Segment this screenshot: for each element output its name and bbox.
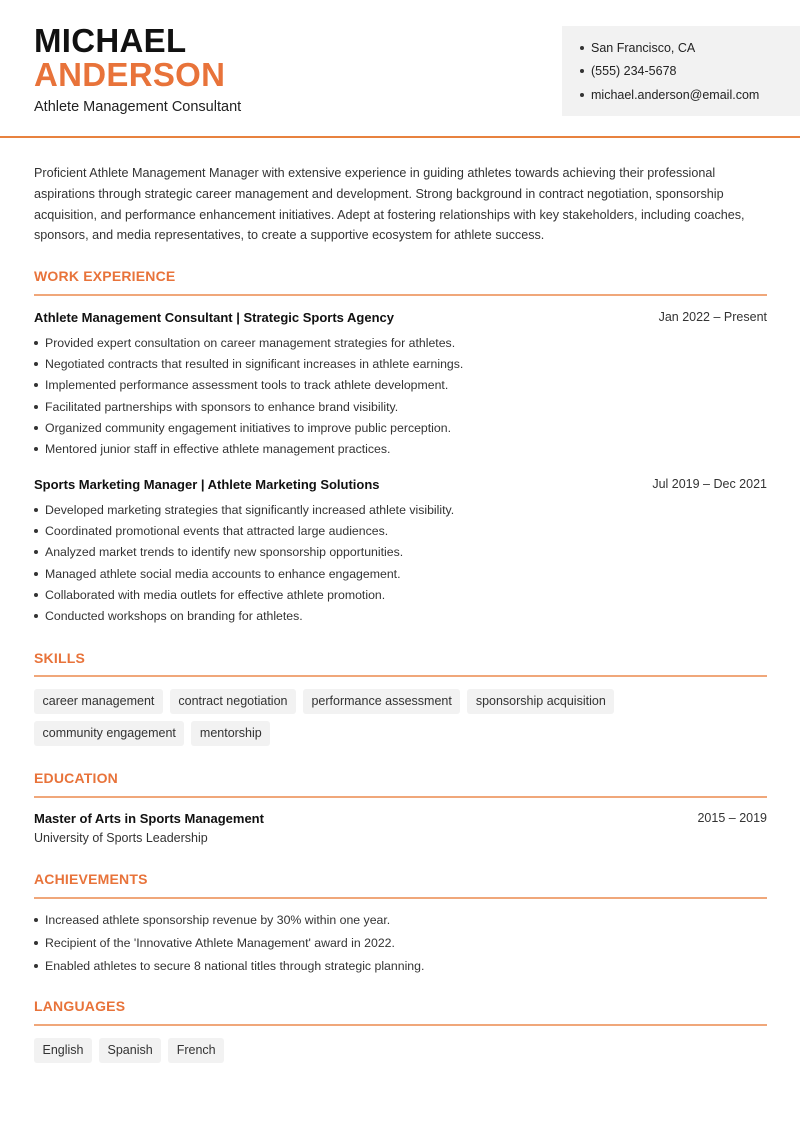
bullet-icon (34, 964, 38, 968)
job-dates: Jan 2022 – Present (658, 310, 767, 324)
list-item-text: Managed athlete social media accounts to enhance engagement. (45, 566, 401, 581)
list-item-text: Conducted workshops on branding for athletes. (45, 609, 303, 624)
list-item-text: Analyzed market trends to identify new sponsorship opportunities. (45, 545, 404, 560)
first-name: MICHAEL (34, 22, 187, 59)
list-item-text: Facilitated partnerships with sponsors to enhance brand visibility. (45, 399, 399, 414)
bullet-icon (34, 614, 38, 618)
list-item-text: Organized community engagement initiatives to improve public perception. (45, 420, 452, 435)
bullet-icon (34, 529, 38, 533)
bullet-icon (34, 550, 38, 554)
last-name: ANDERSON (34, 56, 226, 93)
bullet-icon (34, 426, 38, 430)
list-item (34, 375, 767, 396)
list-item (34, 332, 767, 353)
list-item (34, 931, 767, 954)
section-divider (34, 1024, 767, 1026)
list-item (34, 353, 767, 374)
bullet-icon (34, 362, 38, 366)
bullet-icon (580, 93, 584, 97)
list-item-text: Collaborated with media outlets for effective athlete promotion. (45, 587, 386, 602)
list-item (34, 499, 767, 520)
list-item (34, 438, 767, 459)
job-title: Athlete Management Consultant (34, 99, 242, 115)
job-bullets (34, 332, 767, 460)
contact-phone (580, 60, 784, 84)
bullet-icon (34, 941, 38, 945)
section-title-work: WORK EXPERIENCE (34, 268, 176, 284)
bullet-icon (580, 69, 584, 73)
list-item (34, 417, 767, 438)
contact-email (580, 83, 784, 107)
skill-chip: career management (34, 689, 163, 714)
list-item (34, 954, 767, 977)
bullet-icon (34, 447, 38, 451)
list-item-text: Coordinated promotional events that attracted large audiences. (45, 523, 389, 538)
bullet-icon (34, 918, 38, 922)
section-title-education: EDUCATION (34, 770, 118, 786)
section-title-achievements: ACHIEVEMENTS (34, 871, 148, 887)
job-title-company: Athlete Management Consultant | Strategic Sports Agency (34, 310, 394, 325)
list-item-text: Recipient of the 'Innovative Athlete Management' award in 2022. (45, 935, 395, 950)
contact-location (580, 36, 784, 60)
education-school: University of Sports Leadership (34, 831, 208, 845)
bullet-icon (34, 572, 38, 576)
job-title-company: Sports Marketing Manager | Athlete Marketing Solutions (34, 477, 380, 492)
bullet-icon (34, 508, 38, 512)
list-item-text: Implemented performance assessment tools to track athlete development. (45, 378, 449, 393)
languages-list (34, 1038, 774, 1070)
list-item-text: Developed marketing strategies that significantly increased athlete visibility. (45, 502, 455, 517)
list-item-text: Enabled athletes to secure 8 national titles through strategic planning. (45, 958, 425, 973)
bullet-icon (34, 593, 38, 597)
email-text: michael.anderson@email.com (591, 87, 760, 102)
list-item-text: Increased athlete sponsorship revenue by 30% within one year. (45, 912, 391, 927)
skill-chip: community engagement (34, 721, 184, 746)
education-years: 2015 – 2019 (697, 811, 767, 825)
list-item (34, 396, 767, 417)
location-text: San Francisco, CA (591, 40, 696, 55)
contact-box (562, 26, 800, 116)
language-chip: Spanish (99, 1038, 161, 1063)
section-divider (34, 897, 767, 899)
resume-header (0, 0, 800, 138)
section-title-languages: LANGUAGES (34, 998, 126, 1014)
list-item-text: Negotiated contracts that resulted in significant increases in athlete earnings. (45, 356, 464, 371)
list-item (34, 908, 767, 931)
section-divider (34, 675, 767, 677)
list-item (34, 563, 767, 584)
education-degree: Master of Arts in Sports Management (34, 811, 264, 826)
list-item-text: Mentored junior staff in effective athlete management practices. (45, 442, 391, 457)
skill-chip: mentorship (191, 721, 270, 746)
list-item (34, 542, 767, 563)
job-header (34, 477, 767, 492)
language-chip: English (34, 1038, 92, 1063)
section-divider (34, 294, 767, 296)
bullet-icon (34, 383, 38, 387)
skill-chip: contract negotiation (170, 689, 296, 714)
job-bullets (34, 499, 767, 627)
list-item (34, 584, 767, 605)
achievements-list (34, 908, 767, 977)
list-item (34, 520, 767, 541)
skills-list (34, 689, 774, 753)
bullet-icon (580, 46, 584, 50)
language-chip: French (168, 1038, 224, 1063)
list-item-text: Provided expert consultation on career management strategies for athletes. (45, 335, 456, 350)
skill-chip: sponsorship acquisition (467, 689, 614, 714)
bullet-icon (34, 405, 38, 409)
job-dates: Jul 2019 – Dec 2021 (652, 477, 767, 491)
job-header (34, 310, 767, 325)
section-divider (34, 796, 767, 798)
phone-text: (555) 234-5678 (591, 64, 677, 79)
bullet-icon (34, 341, 38, 345)
skill-chip: performance assessment (303, 689, 460, 714)
summary-paragraph: Proficient Athlete Management Manager with extensive experience in guiding athletes towards achieving their professional aspirations through strategic career management and development. Strong background in contract negotiation, sponsorship acquisition, and performance enhancement initiatives. Adept at fostering relationships with key stakeholders, including coaches, sponsors, and media representatives, to create a supportive ecosystem for athlete success. (34, 166, 745, 243)
section-title-skills: SKILLS (34, 650, 85, 666)
list-item (34, 605, 767, 626)
